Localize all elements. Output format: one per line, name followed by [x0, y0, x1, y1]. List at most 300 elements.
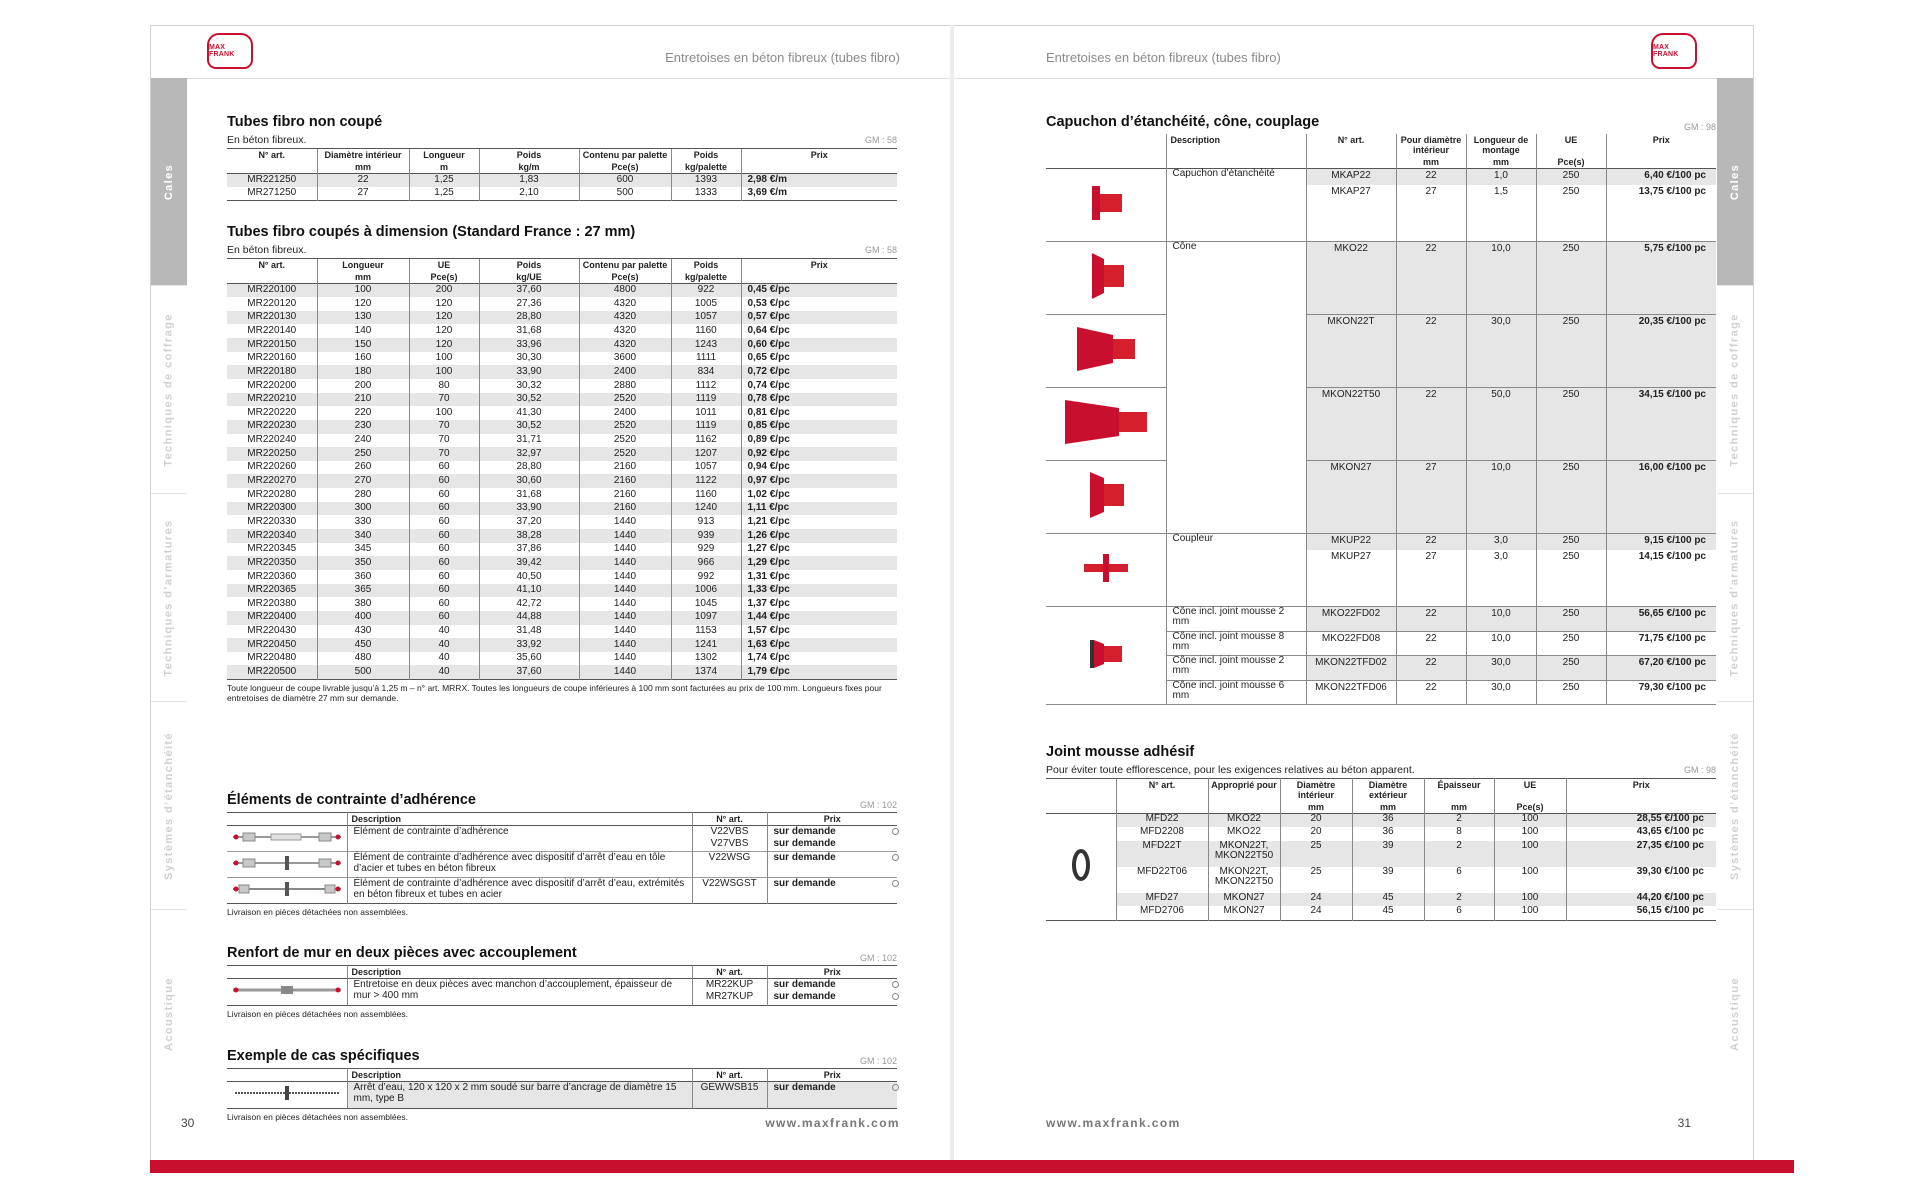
art-number: MR220140 [247, 324, 297, 336]
cell: MKON27 [1208, 893, 1280, 907]
cell: 345 [317, 543, 409, 557]
cell: 28,80 [479, 311, 579, 325]
art-number: V27VBS [710, 838, 749, 849]
cell: 834 [671, 365, 741, 379]
cell: 39 [1352, 867, 1424, 893]
side-tab-acoustique[interactable]: Acoustique [1729, 977, 1741, 1051]
price: 0,97 €/pc [741, 474, 897, 488]
gm-ref: GM : 98 [1683, 122, 1716, 132]
side-tab-acoustique[interactable]: Acoustique [163, 977, 175, 1051]
col-header: Longueur [409, 149, 479, 162]
cell: 1122 [671, 474, 741, 488]
table-row[interactable] [227, 311, 897, 325]
art-number: MFD22T06 [1116, 867, 1208, 893]
cell: 41,30 [479, 406, 579, 420]
price: 1,26 €/pc [741, 529, 897, 543]
table-row[interactable] [1046, 867, 1716, 893]
table-row[interactable] [227, 324, 897, 338]
price: 16,00 €/100 pc [1606, 461, 1716, 534]
table-row[interactable] [227, 529, 897, 543]
table-row[interactable] [227, 652, 897, 666]
table-row[interactable] [227, 447, 897, 461]
cell: 1374 [671, 665, 741, 679]
art-number: MR220230 [227, 420, 317, 434]
cell: 922 [671, 284, 741, 298]
price: sur demande [773, 979, 836, 990]
section-capuchon [1046, 114, 1716, 705]
part-image [227, 826, 347, 852]
cell: 1111 [671, 352, 741, 366]
art-number: MR220380 [247, 597, 297, 609]
price: 1,02 €/pc [741, 488, 897, 502]
col-unit [227, 161, 317, 174]
cell: 480 [317, 652, 409, 666]
cell: 28,80 [479, 461, 579, 475]
cell: 160 [317, 352, 409, 366]
col-header: Description [347, 966, 692, 979]
cell: 60 [409, 570, 479, 584]
price: 0,78 €/pc [741, 393, 897, 407]
col-unit: Pce(s) [409, 271, 479, 284]
col-header: Prix [767, 1069, 897, 1082]
cell: 250 [1536, 169, 1606, 185]
gm-ref: GM : 102 [859, 1056, 897, 1066]
side-tab-armatures[interactable]: Techniques d’armatures [151, 494, 187, 702]
cell: 4320 [579, 297, 671, 311]
art-number: MR220260 [247, 461, 297, 473]
part-image [1046, 534, 1166, 607]
side-tab-etancheite[interactable]: Systèmes d’étanchéité [1717, 702, 1753, 910]
cell: 60 [409, 529, 479, 543]
table-row[interactable] [227, 826, 897, 852]
art-number: MR220480 [247, 652, 297, 664]
table-row[interactable] [227, 611, 897, 625]
table-row[interactable] [227, 488, 897, 502]
table-row[interactable] [1046, 534, 1716, 550]
table-row[interactable] [1046, 906, 1716, 920]
col-header: Approprié pour [1208, 779, 1280, 802]
col-unit: kg/palette [671, 271, 741, 284]
cell: 250 [1536, 550, 1606, 607]
cell: 22 [1396, 607, 1466, 632]
art-number: GEWWSB15 [692, 1082, 767, 1109]
cell: 31,48 [479, 625, 579, 639]
cell: 1119 [671, 420, 741, 434]
cell: 60 [409, 502, 479, 516]
art-number: MR220210 [227, 393, 317, 407]
table-row[interactable] [227, 420, 897, 434]
table-row[interactable] [227, 434, 897, 448]
part-image [1046, 388, 1166, 461]
right-page [954, 25, 1754, 1173]
table-row[interactable] [227, 979, 897, 1006]
table-row[interactable] [1046, 461, 1716, 534]
cell: 22 [1396, 242, 1466, 315]
price: 0,72 €/pc [741, 365, 897, 379]
cell: 1440 [579, 638, 671, 652]
price: 6,40 €/100 pc [1606, 169, 1716, 185]
table-row[interactable] [227, 474, 897, 488]
row-description: Arrêt d’eau, 120 x 120 x 2 mm soudé sur barre d’ancrage de diamètre 15 mm, type B [347, 1082, 692, 1109]
cell: 37,20 [479, 515, 579, 529]
cell: 22 [1396, 169, 1466, 185]
table-row[interactable] [227, 852, 897, 878]
cell: 38,28 [479, 529, 579, 543]
cell: 260 [317, 461, 409, 475]
art-number: MR220360 [247, 570, 297, 582]
cell: 1440 [579, 665, 671, 679]
part-image [227, 878, 347, 904]
section-subtitle-row [1046, 764, 1716, 778]
cell: 39 [1352, 841, 1424, 867]
cell: 250 [1536, 242, 1606, 315]
row-description: Coupleur [1166, 534, 1306, 607]
page-header-title: Entretoises en béton fibreux (tubes fibro) [665, 50, 900, 65]
section-renfort [227, 945, 897, 1019]
cell: 120 [317, 297, 409, 311]
price: 71,75 €/100 pc [1606, 631, 1716, 656]
cell: 2520 [579, 447, 671, 461]
cell: 500 [579, 187, 671, 201]
price: 3,69 €/m [741, 187, 897, 201]
table-row[interactable] [227, 187, 897, 201]
table-row[interactable] [227, 597, 897, 611]
page-number-right: 31 [1677, 1116, 1691, 1130]
website-url-left[interactable]: www.maxfrank.com [765, 1116, 900, 1130]
cell: 30,52 [479, 420, 579, 434]
row-description: Cône incl. joint mousse 6 mm [1166, 680, 1306, 705]
art-number: MR27KUP [705, 991, 754, 1002]
col-header: Longueur de montage [1466, 134, 1536, 156]
cell: 250 [1536, 315, 1606, 388]
cell: 450 [317, 638, 409, 652]
cell: 30,0 [1466, 680, 1536, 705]
cell: 1045 [671, 597, 741, 611]
cell: 1006 [671, 584, 741, 598]
bond-element-image-2 [231, 856, 343, 870]
art-number: MKO22FD02 [1306, 607, 1396, 632]
cell: 340 [317, 529, 409, 543]
col-header: N° art. [692, 1069, 767, 1082]
col-header: Poids [479, 149, 579, 162]
cone-image-4 [1084, 468, 1128, 522]
cell: 1240 [671, 502, 741, 516]
art-number: MFD2706 [1116, 906, 1208, 920]
cell: 1160 [671, 488, 741, 502]
foam-ring-image [1066, 845, 1096, 885]
row-description: Élément de contrainte d’adhérence avec dispositif d’arrêt d’eau, extrémités en béton fibreux et tubes en acier [347, 878, 692, 904]
price: 1,57 €/pc [741, 625, 897, 639]
cell: 1243 [671, 338, 741, 352]
col-header: Prix [741, 259, 897, 272]
exemple-table [227, 1068, 897, 1109]
col-unit: mm [1396, 156, 1466, 169]
cone-foam-image [1086, 634, 1126, 674]
table-row[interactable] [227, 297, 897, 311]
table-row[interactable] [227, 638, 897, 652]
cell: 31,68 [479, 324, 579, 338]
table-row[interactable] [227, 584, 897, 598]
cell: 1160 [671, 324, 741, 338]
cell: 33,96 [479, 338, 579, 352]
availability-dot [892, 981, 899, 988]
price: 0,65 €/pc [741, 352, 897, 366]
cell: 1440 [579, 543, 671, 557]
cell: 50,0 [1466, 388, 1536, 461]
cell: 100 [1494, 814, 1566, 828]
table-row[interactable] [227, 878, 897, 904]
cell: 2400 [579, 365, 671, 379]
table-row[interactable] [1046, 388, 1716, 461]
water-stop-image [231, 1086, 343, 1100]
section-title: Capuchon d’étanchéité, cône, couplage [1046, 114, 1320, 130]
cell: 2160 [579, 502, 671, 516]
table-row[interactable] [227, 365, 897, 379]
cell: 250 [1536, 461, 1606, 534]
cell: 360 [317, 570, 409, 584]
art-number: MFD27 [1116, 893, 1208, 907]
part-image [227, 852, 347, 878]
cell: 365 [317, 584, 409, 598]
website-url-right[interactable]: www.maxfrank.com [1046, 1116, 1181, 1130]
col-unit [741, 271, 897, 284]
cell: 45 [1352, 893, 1424, 907]
cell: 60 [409, 556, 479, 570]
side-tab-armatures[interactable]: Techniques d’armatures [1717, 494, 1753, 702]
cell: 70 [409, 447, 479, 461]
col-unit: mm [1280, 801, 1352, 814]
cell: 70 [409, 393, 479, 407]
cell: 966 [671, 556, 741, 570]
art-number: MR220120 [247, 297, 297, 309]
art-number: V22WSGST [692, 878, 767, 904]
cell: 1057 [671, 461, 741, 475]
cell: 180 [317, 365, 409, 379]
cell: 30,52 [479, 393, 579, 407]
table-row[interactable] [1046, 242, 1716, 315]
cell: 6 [1424, 867, 1494, 893]
price: 1,74 €/pc [741, 652, 897, 666]
col-header: Contenu par palette [579, 259, 671, 272]
art-number: MR220430 [247, 625, 297, 637]
cell: 6 [1424, 906, 1494, 920]
gm-ref: GM : 58 [864, 245, 897, 255]
cell: 100 [1494, 867, 1566, 893]
cell: 1440 [579, 570, 671, 584]
cell: 250 [1536, 607, 1606, 632]
price: 0,60 €/pc [741, 338, 897, 352]
table-row[interactable] [227, 352, 897, 366]
cell: 250 [1536, 680, 1606, 705]
cell: 280 [317, 488, 409, 502]
col-header: Diamètre intérieur [317, 149, 409, 162]
cell: 1153 [671, 625, 741, 639]
row-description: Capuchon d’étanchéité [1166, 169, 1306, 242]
cell: 44,88 [479, 611, 579, 625]
tubes-non-coupe-table [227, 148, 897, 201]
table-row[interactable] [1046, 169, 1716, 185]
price: 34,15 €/100 pc [1606, 388, 1716, 461]
renfort-table [227, 965, 897, 1006]
table-row[interactable] [227, 570, 897, 584]
cell: 250 [1536, 534, 1606, 550]
cell: 250 [1536, 388, 1606, 461]
art-number: MR220500 [227, 665, 317, 679]
row-description: Cône [1166, 242, 1306, 534]
cell: 1,83 [479, 174, 579, 188]
cell: 330 [317, 515, 409, 529]
row-description: Entretoise en deux pièces avec manchon d’accouplement, épaisseur de mur > 400 mm [347, 979, 692, 1006]
table-row[interactable] [227, 543, 897, 557]
price: 13,75 €/100 pc [1606, 185, 1716, 242]
cell: 220 [317, 406, 409, 420]
cell: 140 [317, 324, 409, 338]
cell: 60 [409, 611, 479, 625]
price: 1,44 €/pc [741, 611, 897, 625]
cell: 130 [317, 311, 409, 325]
art-number: MR220240 [247, 434, 297, 446]
price: 0,92 €/pc [741, 447, 897, 461]
part-image [227, 979, 347, 1006]
art-number: MFD2208 [1116, 827, 1208, 841]
table-row[interactable] [1046, 893, 1716, 907]
table-row[interactable] [227, 556, 897, 570]
cell: 939 [671, 529, 741, 543]
cell: 25 [1280, 867, 1352, 893]
table-row[interactable] [227, 338, 897, 352]
art-number: MKAP27 [1306, 185, 1396, 242]
cell: 2880 [579, 379, 671, 393]
table-row[interactable] [1046, 814, 1716, 828]
table-row[interactable] [1046, 841, 1716, 867]
col-header: Description [347, 1069, 692, 1082]
table-note: Livraison en pièces détachées non assemblées. [227, 1009, 408, 1019]
col-unit: Pce(s) [1536, 156, 1606, 169]
section-title: Exemple de cas spécifiques [227, 1048, 420, 1064]
cell: 70 [409, 420, 479, 434]
price: 56,15 €/100 pc [1566, 906, 1716, 920]
price: 0,64 €/pc [741, 324, 897, 338]
cell: 3600 [579, 352, 671, 366]
cell: 100 [409, 406, 479, 420]
table-row[interactable] [227, 393, 897, 407]
col-header: N° art. [1306, 134, 1396, 156]
cell: 30,32 [479, 379, 579, 393]
side-tab-cales[interactable]: Cales [151, 78, 187, 286]
table-row[interactable] [1046, 607, 1716, 632]
art-number: MR220150 [227, 338, 317, 352]
col-header: Longueur [317, 259, 409, 272]
table-row[interactable] [227, 515, 897, 529]
part-image [227, 1082, 347, 1109]
gm-ref: GM : 102 [859, 953, 897, 963]
col-header: Prix [1566, 779, 1716, 802]
part-image [1046, 814, 1116, 921]
cell: 230 [317, 420, 409, 434]
side-tab-coffrage[interactable]: Techniques de coffrage [151, 286, 187, 494]
cell: 350 [317, 556, 409, 570]
cell: 1440 [579, 556, 671, 570]
table-row[interactable] [227, 379, 897, 393]
col-header: Contenu par palette [579, 149, 671, 162]
gm-ref: GM : 102 [859, 800, 897, 810]
col-header: Poids [479, 259, 579, 272]
cell: 30,0 [1466, 656, 1536, 681]
col-unit: m [409, 161, 479, 174]
sealing-cap-image [1086, 178, 1126, 228]
cell: 20 [1280, 814, 1352, 828]
cell: 60 [409, 515, 479, 529]
col-header: N° art. [692, 966, 767, 979]
table-row[interactable] [1046, 827, 1716, 841]
art-number: MFD22T [1116, 841, 1208, 867]
part-image [1046, 461, 1166, 534]
col-header: Prix [767, 813, 897, 826]
section-elements [227, 792, 897, 917]
cell: 31,68 [479, 488, 579, 502]
art-number: MR220200 [247, 379, 297, 391]
art-number: MR220350 [227, 556, 317, 570]
cell: 40 [409, 625, 479, 639]
cell: 30,30 [479, 352, 579, 366]
side-tab-etancheite[interactable]: Systèmes d’étanchéité [151, 702, 187, 910]
table-row[interactable] [227, 284, 897, 298]
cell: 100 [1494, 893, 1566, 907]
cell: 24 [1280, 893, 1352, 907]
side-tab-coffrage[interactable]: Techniques de coffrage [1717, 286, 1753, 494]
coupler-image [1082, 550, 1130, 586]
price: 28,55 €/100 pc [1566, 814, 1716, 828]
cell: MKO22 [1208, 827, 1280, 841]
row-description: Élément de contrainte d’adhérence avec dispositif d’arrêt d’eau en tôle d’acier et tubes en béton fibreux [347, 852, 692, 878]
price: 5,75 €/100 pc [1606, 242, 1716, 315]
art-number: MKON27 [1306, 461, 1396, 534]
col-unit: Pce(s) [1494, 801, 1566, 814]
side-tab-cales[interactable]: Cales [1717, 78, 1753, 286]
cell: 37,60 [479, 665, 579, 679]
price: 1,79 €/pc [741, 665, 897, 679]
cell: 2160 [579, 461, 671, 475]
cell: 120 [409, 324, 479, 338]
col-header: Prix [767, 966, 897, 979]
cell: 1440 [579, 597, 671, 611]
table-row[interactable] [227, 665, 897, 679]
table-row[interactable] [227, 625, 897, 639]
cell: 3,0 [1466, 550, 1536, 607]
col-header: N° art. [692, 813, 767, 826]
table-row[interactable] [1046, 315, 1716, 388]
table-row[interactable] [227, 1082, 897, 1109]
section-exemple [227, 1048, 897, 1122]
tubes-coupes-table [227, 258, 897, 680]
cell: 100 [1494, 841, 1566, 867]
row-description: Cône incl. joint mousse 8 mm [1166, 631, 1306, 656]
cell: 2520 [579, 393, 671, 407]
price: 79,30 €/100 pc [1606, 680, 1716, 705]
cell: 27,36 [479, 297, 579, 311]
cell: 70 [409, 434, 479, 448]
table-row[interactable] [227, 406, 897, 420]
table-row[interactable] [227, 502, 897, 516]
table-row[interactable] [227, 461, 897, 475]
art-number: MR220270 [227, 474, 317, 488]
col-header: N° art. [1116, 779, 1208, 802]
art-number: MKON22TFD06 [1306, 680, 1396, 705]
art-number: MR220400 [227, 611, 317, 625]
row-description: Cône incl. joint mousse 2 mm [1166, 656, 1306, 681]
availability-dot [892, 1084, 899, 1091]
table-row[interactable] [227, 174, 897, 188]
